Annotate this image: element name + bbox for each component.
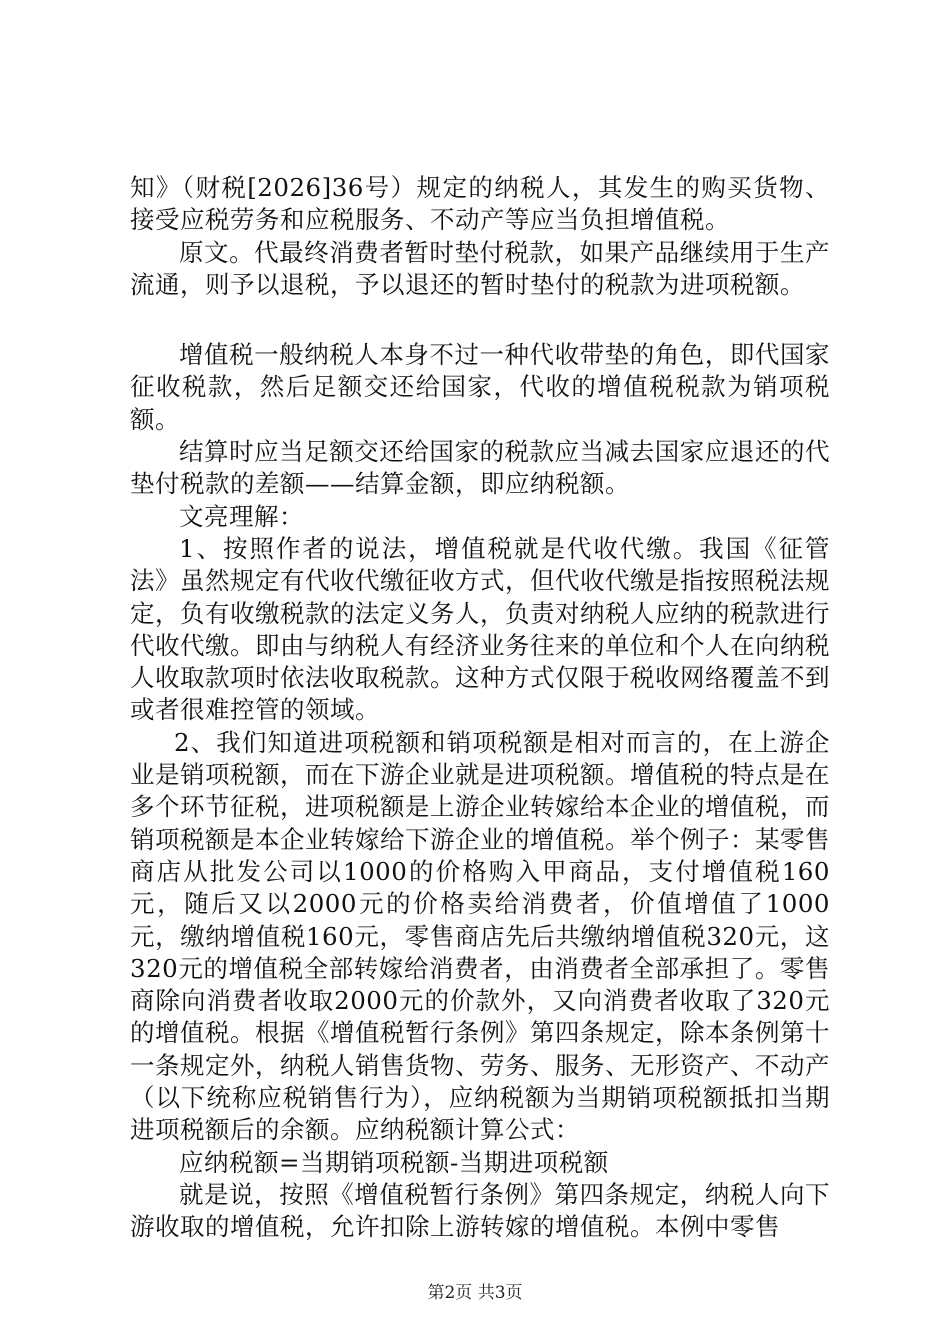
paragraph-formula: 应纳税额=当期销项税额-当期进项税额 [179, 1147, 609, 1177]
paragraph-settlement: 结算时应当足额交还给国家的税款应当减去国家应退还的代垫付税款的差额——结算金额，即应纳税额。 [130, 437, 830, 499]
paragraph-explanation: 就是说，按照《增值税暂行条例》第四条规定，纳税人向下游收取的增值税，允许扣除上游转嫁的增值税。本例中零售 [130, 1179, 830, 1242]
paragraph-point-one: 1、按照作者的说法，增值税就是代收代缴。我国《征管法》虽然规定有代收代缴征收方式，但代收代缴是指按照税法规定，负有收缴税款的法定义务人，负责对纳税人应纳的税款进行代收代缴。即由与纳税人有经济业务往来的单位和个人在向纳税人收取款项时依法收取税款。这种方式仅限于税收网络覆盖不到或者很难控管的领域。 [130, 533, 830, 725]
paragraph-continuation: 知》（财税[2026]36号）规定的纳税人，其发生的购买货物、接受应税劳务和应税服务、不动产等应当负担增值税。 [130, 173, 830, 235]
paragraph-gap [130, 301, 830, 339]
paragraph-heading-understanding: 文亮理解： [179, 501, 304, 531]
paragraph-taxpayer-role: 增值税一般纳税人本身不过一种代收带垫的角色，即代国家征收税款，然后足额交还给国家，代收的增值税税款为销项税额。 [130, 340, 830, 434]
page-number-footer: 第2页 共3页 [427, 1283, 523, 1303]
paragraph-original-text: 原文。代最终消费者暂时垫付税款，如果产品继续用于生产流通，则予以退税，予以退还的暂时垫付的税款为进项税额。 [130, 237, 830, 299]
document-body [130, 172, 830, 1244]
paragraph-point-two: 2、我们知道进项税额和销项税额是相对而言的，在上游企业是销项税额，而在下游企业就是进项税额。增值税的特点是在多个环节征税，进项税额是上游企业转嫁给本企业的增值税，而销项税额是本企业转嫁给下游企业的增值税。举个例子：某零售商店从批发公司以1000的价格购入甲商品，支付增值税160元，随后又以2000元的价格卖给消费者，价值增值了1000元，缴纳增值税160元，零售商店先后共缴纳增值税320元，这320元的增值税全部转嫁给消费者，由消费者全部承担了。零售商除向消费者收取2000元的价款外，又向消费者收取了320元的增值税。根据《增值税暂行条例》第四条规定，除本条例第十一条规定外，纳税人销售货物、劳务、服务、无形资产、不动产（以下统称应税销售行为），应纳税额为当期销项税额抵扣当期进项税额后的余额。应纳税额计算公式： [130, 727, 830, 1145]
